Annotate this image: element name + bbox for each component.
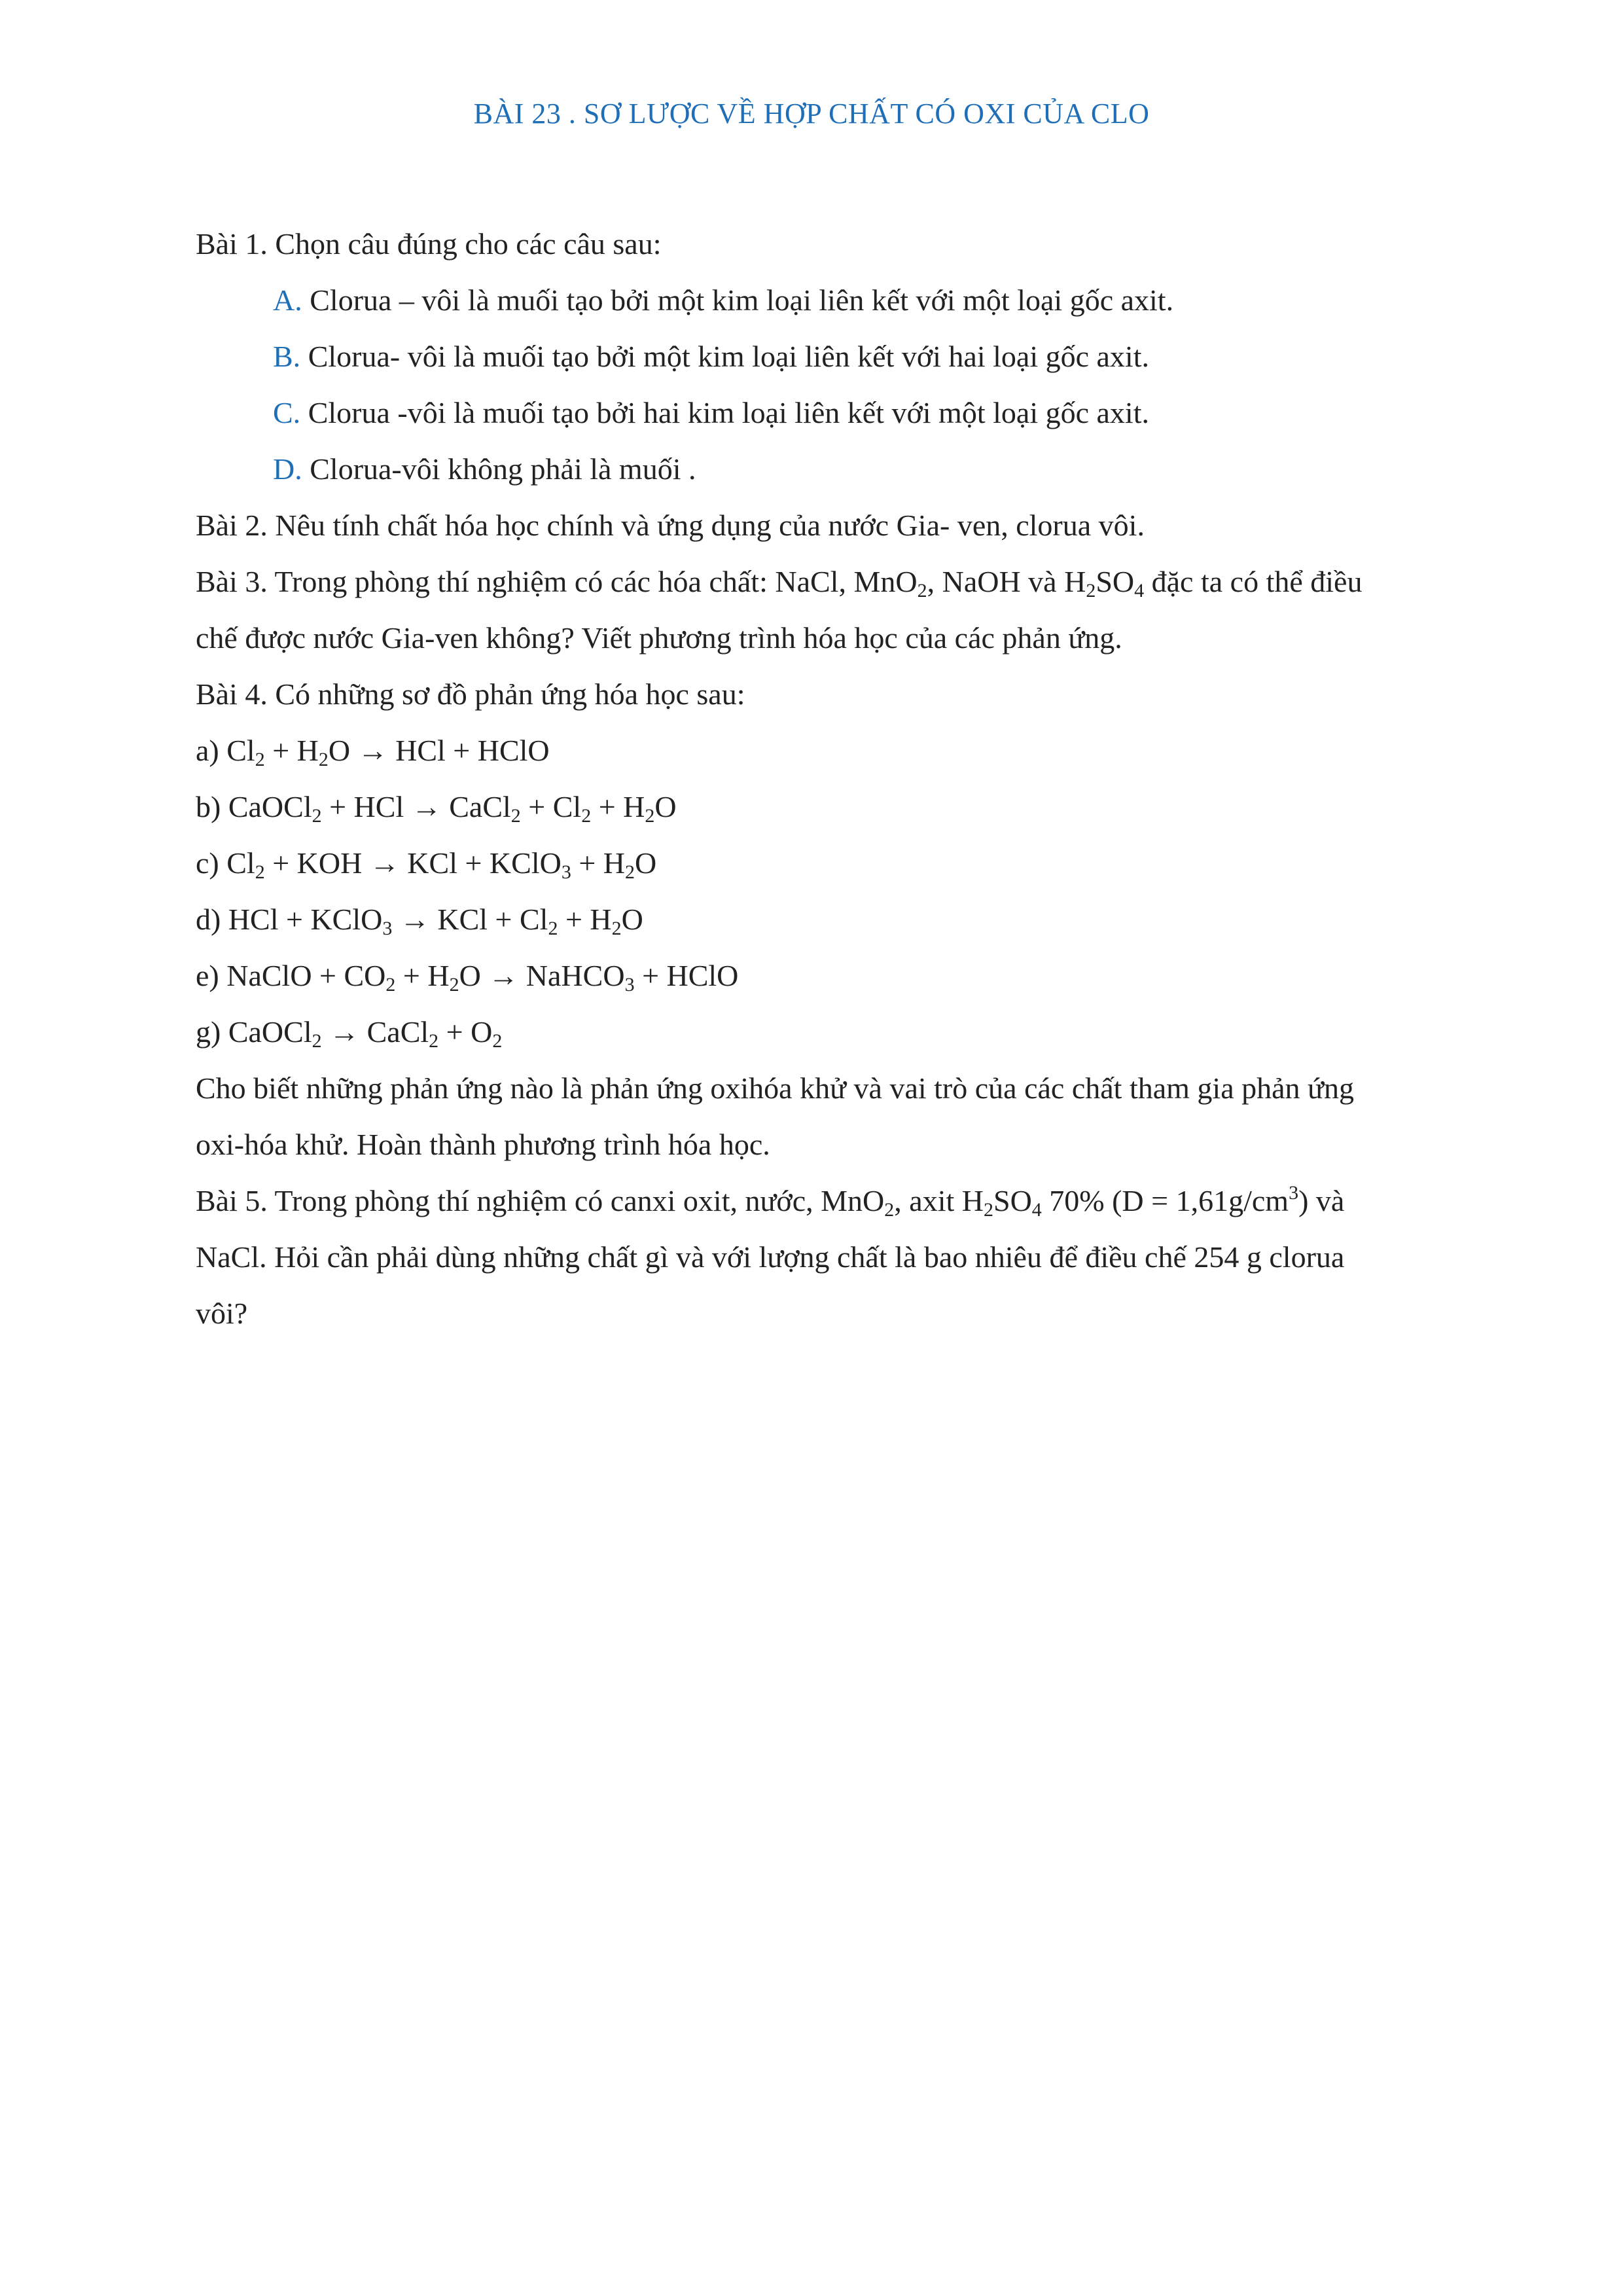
bai1-option-d <box>196 441 1478 497</box>
subscript: 2 <box>548 918 558 939</box>
text-run: ) và <box>1298 1184 1345 1217</box>
bai1-option-a <box>196 272 1478 329</box>
option-text: Clorua-vôi không phải là muối . <box>310 452 696 486</box>
subscript: 2 <box>449 974 459 996</box>
text-run: + H <box>571 846 626 880</box>
reaction-a <box>196 723 1478 779</box>
subscript: 4 <box>1134 580 1145 601</box>
subscript: 2 <box>884 1199 895 1221</box>
subscript: 2 <box>385 974 396 996</box>
text-run: e) NaClO + CO <box>196 959 386 992</box>
subscript: 4 <box>1031 1199 1042 1221</box>
bai5-question-line3: vôi? <box>196 1297 248 1330</box>
option-text: Clorua- vôi là muối tạo bởi một kim loại liên kết với hai loại gốc axit. <box>308 340 1149 373</box>
subscript: 2 <box>510 805 521 827</box>
text-run: , axit H <box>894 1184 984 1217</box>
text-run: Bài 3. Trong phòng thí nghiệm có các hóa chất: NaCl, MnO <box>196 565 918 598</box>
subscript: 2 <box>255 749 265 770</box>
bai2-question: Bài 2. Nêu tính chất hóa học chính và ứng dụng của nước Gia- ven, clorua vôi. <box>196 509 1145 542</box>
text-run: + KOH → KCl + KClO <box>264 846 562 880</box>
option-letter: A. <box>273 283 302 317</box>
subscript: 2 <box>312 805 322 827</box>
subscript: 2 <box>611 918 622 939</box>
bai5-question-line1 <box>196 1173 1478 1229</box>
text-run: + Cl <box>520 790 582 823</box>
text-run: a) Cl <box>196 734 255 767</box>
subscript: 2 <box>645 805 655 827</box>
text-run: O <box>654 790 677 823</box>
reaction-e <box>196 948 1478 1004</box>
subscript: 2 <box>318 749 329 770</box>
text-run: O <box>621 903 643 936</box>
bai3-question-line1 <box>196 554 1478 610</box>
text-run: O <box>635 846 657 880</box>
reaction-b <box>196 779 1478 835</box>
bai4-outro-line1: Cho biết những phản ứng nào là phản ứng oxihóa khử và vai trò của các chất tham gia phản ứng <box>196 1071 1354 1105</box>
text-run: O → NaHCO <box>459 959 625 992</box>
text-run: + H <box>264 734 319 767</box>
subscript: 2 <box>255 861 265 883</box>
text-run: → CaCl <box>321 1015 429 1049</box>
text-run: b) CaOCl <box>196 790 312 823</box>
exercise-content <box>196 216 1478 1342</box>
subscript: 2 <box>492 1030 503 1052</box>
bai1-option-c <box>196 385 1478 441</box>
text-run: + H <box>591 790 645 823</box>
subscript: 3 <box>382 918 393 939</box>
text-run: + O <box>438 1015 493 1049</box>
text-run: + HCl → CaCl <box>321 790 511 823</box>
reaction-g <box>196 1004 1478 1060</box>
text-run: + HClO <box>634 959 739 992</box>
text-run: Bài 5. Trong phòng thí nghiệm có canxi oxit, nước, MnO <box>196 1184 885 1217</box>
subscript: 2 <box>312 1030 322 1052</box>
text-run: g) CaOCl <box>196 1015 312 1049</box>
text-run: c) Cl <box>196 846 255 880</box>
option-text: Clorua -vôi là muối tạo bởi hai kim loại liên kết với một loại gốc axit. <box>308 396 1149 429</box>
option-letter: D. <box>273 452 302 486</box>
bai5-question-line2: NaCl. Hỏi cần phải dùng những chất gì và với lượng chất là bao nhiêu để điều chế 254 g clorua <box>196 1240 1345 1274</box>
text-run: , NaOH và H <box>927 565 1086 598</box>
bai1-option-b <box>196 329 1478 385</box>
text-run: + H <box>558 903 612 936</box>
text-run: → KCl + Cl <box>392 903 548 936</box>
option-letter: C. <box>273 396 301 429</box>
subscript: 2 <box>429 1030 439 1052</box>
text-run: đặc ta có thể điều <box>1144 565 1363 598</box>
bai3-question-line2: chế được nước Gia-ven không? Viết phương trình hóa học của các phản ứng. <box>196 621 1122 655</box>
reaction-d <box>196 891 1478 948</box>
text-run: O → HCl + HClO <box>328 734 550 767</box>
page-title: BÀI 23 . SƠ LƯỢC VỀ HỢP CHẤT CÓ OXI CỦA CLO <box>473 98 1150 130</box>
text-run: SO <box>1096 565 1135 598</box>
bai1-question: Bài 1. Chọn câu đúng cho các câu sau: <box>196 227 662 260</box>
superscript: 3 <box>1289 1182 1299 1204</box>
option-letter: B. <box>273 340 301 373</box>
option-text: Clorua – vôi là muối tạo bởi một kim loại liên kết với một loại gốc axit. <box>310 283 1174 317</box>
bai4-intro: Bài 4. Có những sơ đồ phản ứng hóa học sau: <box>196 677 745 711</box>
text-run: + H <box>395 959 450 992</box>
subscript: 3 <box>561 861 571 883</box>
reaction-c <box>196 835 1478 891</box>
subscript: 2 <box>983 1199 993 1221</box>
text-run: d) HCl + KClO <box>196 903 383 936</box>
text-run: SO <box>993 1184 1032 1217</box>
bai4-outro-line2: oxi-hóa khử. Hoàn thành phương trình hóa học. <box>196 1128 770 1161</box>
subscript: 2 <box>1086 580 1096 601</box>
text-run: 70% (D = 1,61g/cm <box>1041 1184 1289 1217</box>
subscript: 3 <box>624 974 635 996</box>
subscript: 2 <box>581 805 592 827</box>
subscript: 2 <box>917 580 927 601</box>
subscript: 2 <box>625 861 635 883</box>
